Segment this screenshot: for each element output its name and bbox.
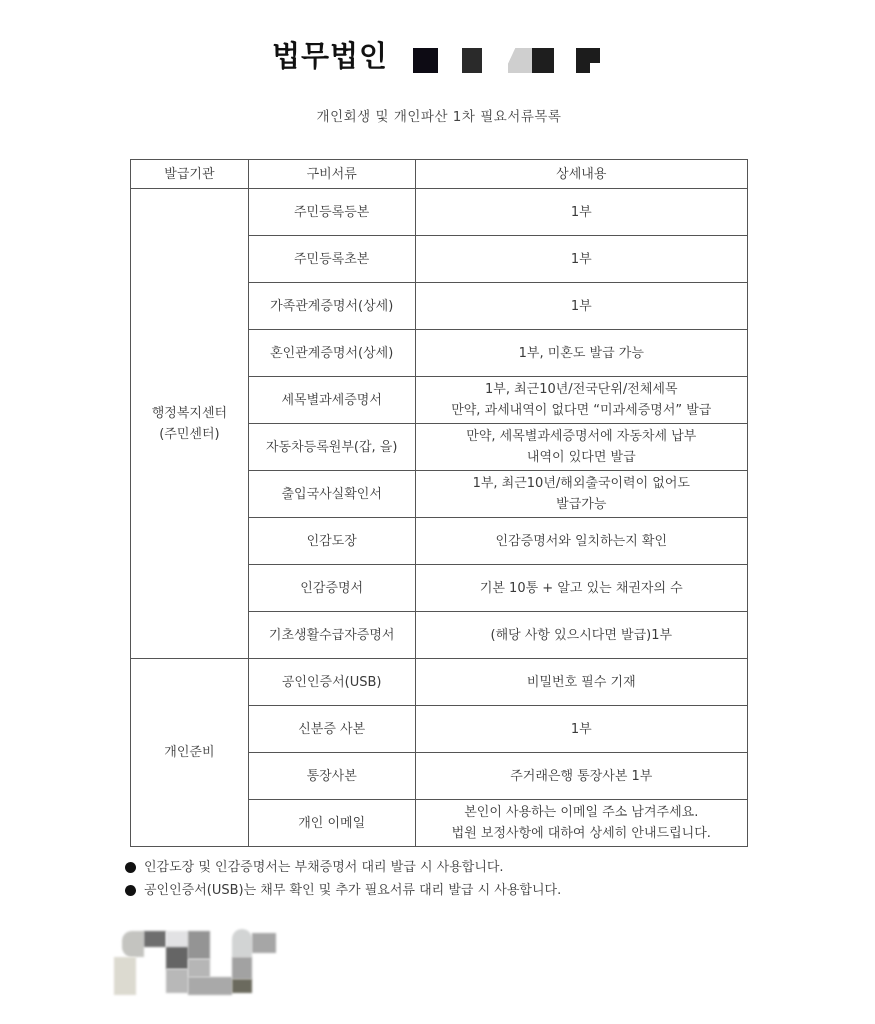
required-documents-table: [130, 159, 748, 847]
issuer-label: 개인준비: [164, 745, 215, 760]
detail-line: 본인이 사용하는 이메일 주소 남겨주세요.: [464, 805, 699, 820]
issuer-cell: [131, 189, 249, 659]
table-header-row: [131, 160, 748, 189]
redaction-block: [462, 48, 482, 73]
detail-line: 1부, 미혼도 발급 가능: [518, 345, 644, 361]
document-cell: 신분증 사본: [248, 706, 415, 753]
column-header-detail: 상세내용: [415, 160, 747, 189]
document-cell: 기초생활수급자증명서: [248, 612, 415, 659]
note-text: 인감도장 및 인감증명서는 부채증명서 대리 발급 시 사용합니다.: [144, 860, 504, 875]
column-header-document: 구비서류: [248, 160, 415, 189]
document-cell: 자동차등록원부(갑, 을): [248, 424, 415, 471]
document-cell: 주민등록등본: [248, 189, 415, 236]
table-row: [131, 659, 748, 706]
detail-cell: [415, 283, 747, 330]
redacted-stamp: [114, 925, 279, 1000]
detail-line: (해당 사항 있으시다면 발급)1부: [490, 627, 673, 643]
bullet-icon: [125, 885, 136, 896]
issuer-sublabel: (주민센터): [159, 426, 220, 442]
document-subtitle: 개인회생 및 개인파산 1차 필요서류목록: [316, 109, 562, 125]
detail-cell: [415, 659, 747, 706]
detail-cell: [415, 424, 747, 471]
document-cell: 통장사본: [248, 753, 415, 800]
detail-line: 만약, 세목별과세증명서에 자동차세 납부: [466, 429, 697, 444]
redaction-block: [576, 48, 600, 73]
redaction-block: [413, 48, 438, 73]
detail-cell: [415, 236, 747, 283]
bullet-icon: [125, 862, 136, 873]
notes-list: [125, 856, 561, 902]
note-text: 공인인증서(USB)는 채무 확인 및 추가 필요서류 대리 발급 시 사용합니다.: [144, 883, 562, 898]
redaction-block: [508, 48, 532, 73]
detail-cell: [415, 565, 747, 612]
document-cell: 출입국사실확인서: [248, 471, 415, 518]
detail-line: 발급가능: [556, 497, 607, 512]
detail-cell: [415, 377, 747, 424]
detail-cell: [415, 706, 747, 753]
detail-line: 1부: [570, 204, 592, 220]
detail-cell: [415, 189, 747, 236]
detail-line: 1부, 최근10년/전국단위/전체세목: [485, 382, 678, 397]
detail-cell: [415, 800, 747, 847]
firm-title: 법무법인: [272, 39, 389, 73]
detail-line: 내역이 있다면 발급: [526, 450, 636, 465]
document-cell: 인감증명서: [248, 565, 415, 612]
detail-line: 1부: [570, 251, 592, 267]
detail-cell: [415, 753, 747, 800]
detail-line: 인감증명서와 일치하는지 확인: [495, 533, 668, 549]
detail-line: 주거래은행 통장사본 1부: [510, 768, 653, 784]
document-cell: 인감도장: [248, 518, 415, 565]
detail-line: 만약, 과세내역이 없다면 “미과세증명서” 발급: [451, 403, 712, 418]
detail-line: 1부, 최근10년/해외출국이력이 없어도: [472, 476, 690, 491]
document-cell: 가족관계증명서(상세): [248, 283, 415, 330]
detail-line: 비밀번호 필수 기재: [526, 674, 636, 690]
document-cell: 세목별과세증명서: [248, 377, 415, 424]
detail-line: 1부: [570, 298, 592, 314]
column-header-issuer: 발급기관: [131, 160, 249, 189]
document-cell: 혼인관계증명서(상세): [248, 330, 415, 377]
document-cell: 개인 이메일: [248, 800, 415, 847]
table-row: [131, 189, 748, 236]
detail-cell: [415, 471, 747, 518]
document-cell: 주민등록초본: [248, 236, 415, 283]
detail-line: 1부: [570, 721, 592, 737]
note-item: [125, 856, 561, 879]
detail-cell: [415, 518, 747, 565]
detail-cell: [415, 330, 747, 377]
issuer-cell: [131, 659, 249, 847]
detail-cell: [415, 612, 747, 659]
detail-line: 기본 10통 + 알고 있는 채권자의 수: [479, 580, 683, 596]
document-cell: 공인인증서(USB): [248, 659, 415, 706]
detail-line: 법원 보정사항에 대하여 상세히 안내드립니다.: [451, 826, 711, 841]
redaction-block: [532, 48, 554, 73]
issuer-label: 행정복지센터: [151, 405, 228, 421]
note-item: [125, 879, 561, 902]
